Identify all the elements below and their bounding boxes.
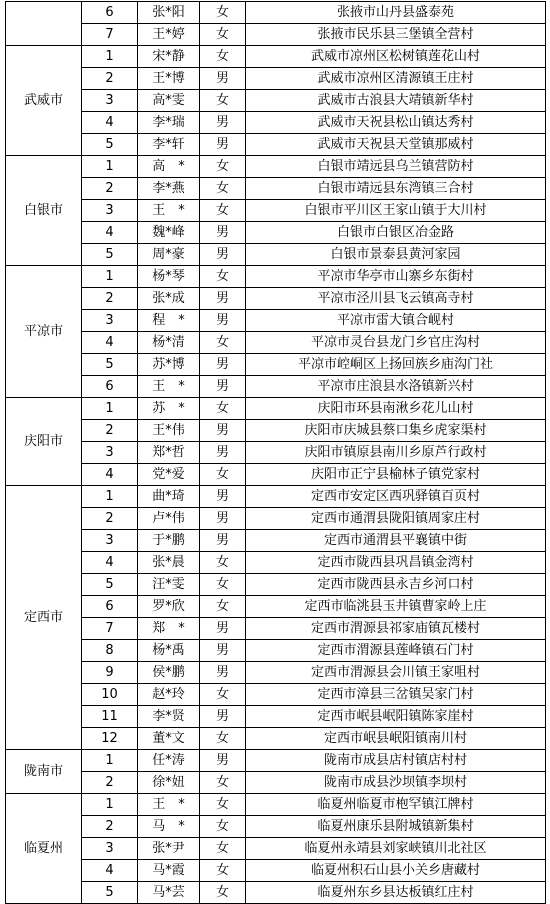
gender-cell: 女 xyxy=(200,596,246,618)
table-row xyxy=(6,354,546,376)
name-cell: 郑 * xyxy=(138,618,200,640)
address-cell: 张掖市民乐县三堡镇全营村 xyxy=(246,24,546,46)
table-row xyxy=(6,860,546,882)
name-cell: 张*尹 xyxy=(138,838,200,860)
table-row xyxy=(6,376,546,398)
name-cell: 苏*博 xyxy=(138,354,200,376)
address-cell: 定西市渭源县祁家庙镇瓦楼村 xyxy=(246,618,546,640)
index-cell: 6 xyxy=(82,2,138,24)
index-cell: 7 xyxy=(82,24,138,46)
address-cell: 定西市岷县岷阳镇南川村 xyxy=(246,728,546,750)
index-cell: 3 xyxy=(82,90,138,112)
table-row xyxy=(6,684,546,706)
index-cell: 4 xyxy=(82,222,138,244)
name-cell: 张*成 xyxy=(138,288,200,310)
table-row xyxy=(6,662,546,684)
gender-cell: 男 xyxy=(200,354,246,376)
roster-body xyxy=(6,2,546,904)
index-cell: 4 xyxy=(82,112,138,134)
name-cell: 汪*雯 xyxy=(138,574,200,596)
name-cell: 卢*伟 xyxy=(138,508,200,530)
index-cell: 1 xyxy=(82,486,138,508)
index-cell: 5 xyxy=(82,574,138,596)
name-cell: 宋*静 xyxy=(138,46,200,68)
table-row xyxy=(6,486,546,508)
index-cell: 4 xyxy=(82,332,138,354)
index-cell: 5 xyxy=(82,882,138,904)
index-cell: 2 xyxy=(82,772,138,794)
table-row xyxy=(6,772,546,794)
gender-cell: 男 xyxy=(200,376,246,398)
table-row xyxy=(6,728,546,750)
name-cell: 程 * xyxy=(138,310,200,332)
gender-cell: 女 xyxy=(200,90,246,112)
gender-cell: 男 xyxy=(200,508,246,530)
table-row xyxy=(6,596,546,618)
name-cell: 王*伟 xyxy=(138,420,200,442)
gender-cell: 女 xyxy=(200,200,246,222)
gender-cell: 男 xyxy=(200,68,246,90)
address-cell: 定西市陇西县永吉乡河口村 xyxy=(246,574,546,596)
table-row xyxy=(6,816,546,838)
name-cell: 马*霞 xyxy=(138,860,200,882)
table-row xyxy=(6,222,546,244)
address-cell: 陇南市成县沙坝镇李坝村 xyxy=(246,772,546,794)
table-row xyxy=(6,244,546,266)
name-cell: 高*雯 xyxy=(138,90,200,112)
address-cell: 白银市靖远县东湾镇三合村 xyxy=(246,178,546,200)
address-cell: 定西市通渭县陇阳镇周家庄村 xyxy=(246,508,546,530)
city-cell: 平凉市 xyxy=(6,266,82,398)
address-cell: 临夏州临夏市枹罕镇江牌村 xyxy=(246,794,546,816)
gender-cell: 女 xyxy=(200,332,246,354)
table-row xyxy=(6,24,546,46)
gender-cell: 男 xyxy=(200,244,246,266)
index-cell: 2 xyxy=(82,508,138,530)
table-row xyxy=(6,398,546,420)
table-row xyxy=(6,134,546,156)
table-row xyxy=(6,2,546,24)
gender-cell: 女 xyxy=(200,860,246,882)
address-cell: 定西市渭源县会川镇王家咀村 xyxy=(246,662,546,684)
gender-cell: 男 xyxy=(200,222,246,244)
index-cell: 6 xyxy=(82,376,138,398)
gender-cell: 男 xyxy=(200,640,246,662)
address-cell: 定西市漳县三岔镇吴家门村 xyxy=(246,684,546,706)
table-row xyxy=(6,618,546,640)
name-cell: 王*婷 xyxy=(138,24,200,46)
table-row xyxy=(6,706,546,728)
table-row xyxy=(6,640,546,662)
gender-cell: 女 xyxy=(200,266,246,288)
gender-cell: 男 xyxy=(200,750,246,772)
name-cell: 周*豪 xyxy=(138,244,200,266)
address-cell: 武威市天祝县天堂镇那威村 xyxy=(246,134,546,156)
index-cell: 4 xyxy=(82,552,138,574)
address-cell: 庆阳市正宁县榆林子镇党家村 xyxy=(246,464,546,486)
table-row xyxy=(6,530,546,552)
name-cell: 赵*玲 xyxy=(138,684,200,706)
address-cell: 白银市靖远县乌兰镇营防村 xyxy=(246,156,546,178)
address-cell: 平凉市华亭市山寨乡东街村 xyxy=(246,266,546,288)
index-cell: 2 xyxy=(82,288,138,310)
gender-cell: 男 xyxy=(200,134,246,156)
name-cell: 党*爱 xyxy=(138,464,200,486)
gender-cell: 男 xyxy=(200,420,246,442)
index-cell: 1 xyxy=(82,156,138,178)
name-cell: 马*芸 xyxy=(138,882,200,904)
gender-cell: 男 xyxy=(200,288,246,310)
index-cell: 2 xyxy=(82,178,138,200)
name-cell: 魏*峰 xyxy=(138,222,200,244)
city-cell: 白银市 xyxy=(6,156,82,266)
table-row xyxy=(6,266,546,288)
name-cell: 张*阳 xyxy=(138,2,200,24)
table-row xyxy=(6,68,546,90)
table-row xyxy=(6,420,546,442)
index-cell: 4 xyxy=(82,860,138,882)
table-row xyxy=(6,508,546,530)
address-cell: 白银市白银区冶金路 xyxy=(246,222,546,244)
table-row xyxy=(6,112,546,134)
gender-cell: 女 xyxy=(200,552,246,574)
gender-cell: 男 xyxy=(200,706,246,728)
address-cell: 白银市景泰县黄河家园 xyxy=(246,244,546,266)
index-cell: 3 xyxy=(82,530,138,552)
address-cell: 定西市陇西县巩昌镇金湾村 xyxy=(246,552,546,574)
table-row xyxy=(6,332,546,354)
name-cell: 李*贤 xyxy=(138,706,200,728)
table-row xyxy=(6,552,546,574)
table-row xyxy=(6,310,546,332)
index-cell: 5 xyxy=(82,134,138,156)
name-cell: 苏 * xyxy=(138,398,200,420)
address-cell: 庆阳市环县南湫乡花儿山村 xyxy=(246,398,546,420)
city-cell xyxy=(6,2,82,46)
index-cell: 4 xyxy=(82,464,138,486)
name-cell: 于*鹏 xyxy=(138,530,200,552)
gender-cell: 女 xyxy=(200,24,246,46)
gender-cell: 女 xyxy=(200,684,246,706)
gender-cell: 男 xyxy=(200,530,246,552)
city-cell: 陇南市 xyxy=(6,750,82,794)
name-cell: 李*燕 xyxy=(138,178,200,200)
gender-cell: 女 xyxy=(200,2,246,24)
name-cell: 李*瑞 xyxy=(138,112,200,134)
name-cell: 王 * xyxy=(138,200,200,222)
gender-cell: 男 xyxy=(200,310,246,332)
gender-cell: 男 xyxy=(200,112,246,134)
index-cell: 12 xyxy=(82,728,138,750)
address-cell: 临夏州永靖县刘家峡镇川北社区 xyxy=(246,838,546,860)
address-cell: 定西市通渭县平襄镇中街 xyxy=(246,530,546,552)
index-cell: 10 xyxy=(82,684,138,706)
address-cell: 张掖市山丹县盛泰苑 xyxy=(246,2,546,24)
address-cell: 定西市安定区西巩驿镇百页村 xyxy=(246,486,546,508)
city-cell: 武威市 xyxy=(6,46,82,156)
index-cell: 1 xyxy=(82,398,138,420)
address-cell: 武威市凉州区清源镇王庄村 xyxy=(246,68,546,90)
gender-cell: 男 xyxy=(200,618,246,640)
index-cell: 5 xyxy=(82,354,138,376)
table-row xyxy=(6,90,546,112)
name-cell: 杨*清 xyxy=(138,332,200,354)
address-cell: 定西市岷县岷阳镇陈家崖村 xyxy=(246,706,546,728)
index-cell: 3 xyxy=(82,310,138,332)
address-cell: 武威市天祝县松山镇达秀村 xyxy=(246,112,546,134)
table-row xyxy=(6,750,546,772)
name-cell: 徐*妞 xyxy=(138,772,200,794)
roster-table xyxy=(5,1,546,904)
table-row xyxy=(6,178,546,200)
table-row xyxy=(6,46,546,68)
name-cell: 任*涛 xyxy=(138,750,200,772)
address-cell: 临夏州东乡县达板镇红庄村 xyxy=(246,882,546,904)
index-cell: 3 xyxy=(82,838,138,860)
address-cell: 平凉市庄浪县水洛镇新兴村 xyxy=(246,376,546,398)
address-cell: 武威市凉州区松树镇莲花山村 xyxy=(246,46,546,68)
city-cell: 临夏州 xyxy=(6,794,82,904)
gender-cell: 女 xyxy=(200,464,246,486)
address-cell: 陇南市成县店村镇店村村 xyxy=(246,750,546,772)
table-row xyxy=(6,442,546,464)
address-cell: 临夏州康乐县附城镇新集村 xyxy=(246,816,546,838)
index-cell: 1 xyxy=(82,266,138,288)
gender-cell: 女 xyxy=(200,46,246,68)
index-cell: 3 xyxy=(82,442,138,464)
address-cell: 定西市临洮县玉井镇曹家岭上庄 xyxy=(246,596,546,618)
address-cell: 平凉市灵台县龙门乡官庄沟村 xyxy=(246,332,546,354)
index-cell: 1 xyxy=(82,46,138,68)
gender-cell: 女 xyxy=(200,794,246,816)
address-cell: 临夏州积石山县小关乡唐藏村 xyxy=(246,860,546,882)
table-row xyxy=(6,156,546,178)
address-cell: 庆阳市庆城县蔡口集乡虎家渠村 xyxy=(246,420,546,442)
name-cell: 高 * xyxy=(138,156,200,178)
name-cell: 王*博 xyxy=(138,68,200,90)
gender-cell: 女 xyxy=(200,882,246,904)
index-cell: 1 xyxy=(82,794,138,816)
name-cell: 郑*哲 xyxy=(138,442,200,464)
gender-cell: 男 xyxy=(200,442,246,464)
table-row xyxy=(6,794,546,816)
gender-cell: 女 xyxy=(200,838,246,860)
table-row xyxy=(6,838,546,860)
gender-cell: 女 xyxy=(200,178,246,200)
table-row xyxy=(6,288,546,310)
index-cell: 2 xyxy=(82,68,138,90)
index-cell: 3 xyxy=(82,200,138,222)
name-cell: 侯*鹏 xyxy=(138,662,200,684)
address-cell: 平凉市泾川县飞云镇高寺村 xyxy=(246,288,546,310)
city-cell: 庆阳市 xyxy=(6,398,82,486)
name-cell: 王 * xyxy=(138,376,200,398)
address-cell: 平凉市雷大镇合岘村 xyxy=(246,310,546,332)
name-cell: 王 * xyxy=(138,794,200,816)
index-cell: 9 xyxy=(82,662,138,684)
index-cell: 6 xyxy=(82,596,138,618)
gender-cell: 女 xyxy=(200,772,246,794)
name-cell: 董*文 xyxy=(138,728,200,750)
gender-cell: 女 xyxy=(200,728,246,750)
gender-cell: 女 xyxy=(200,574,246,596)
address-cell: 庆阳市镇原县南川乡原芦行政村 xyxy=(246,442,546,464)
gender-cell: 男 xyxy=(200,662,246,684)
table-row xyxy=(6,464,546,486)
address-cell: 白银市平川区王家山镇于大川村 xyxy=(246,200,546,222)
index-cell: 1 xyxy=(82,750,138,772)
address-cell: 平凉市崆峒区上扬回族乡庙沟门社 xyxy=(246,354,546,376)
index-cell: 11 xyxy=(82,706,138,728)
gender-cell: 男 xyxy=(200,486,246,508)
index-cell: 7 xyxy=(82,618,138,640)
gender-cell: 女 xyxy=(200,398,246,420)
name-cell: 曲*琦 xyxy=(138,486,200,508)
address-cell: 定西市渭源县莲峰镇石门村 xyxy=(246,640,546,662)
name-cell: 罗*欣 xyxy=(138,596,200,618)
table-row xyxy=(6,574,546,596)
name-cell: 李*轩 xyxy=(138,134,200,156)
name-cell: 杨*琴 xyxy=(138,266,200,288)
name-cell: 张*晨 xyxy=(138,552,200,574)
gender-cell: 女 xyxy=(200,156,246,178)
index-cell: 2 xyxy=(82,420,138,442)
index-cell: 8 xyxy=(82,640,138,662)
city-cell: 定西市 xyxy=(6,486,82,750)
table-row xyxy=(6,200,546,222)
address-cell: 武威市古浪县大靖镇新华村 xyxy=(246,90,546,112)
name-cell: 杨*禹 xyxy=(138,640,200,662)
index-cell: 2 xyxy=(82,816,138,838)
gender-cell: 女 xyxy=(200,816,246,838)
index-cell: 5 xyxy=(82,244,138,266)
name-cell: 马 * xyxy=(138,816,200,838)
